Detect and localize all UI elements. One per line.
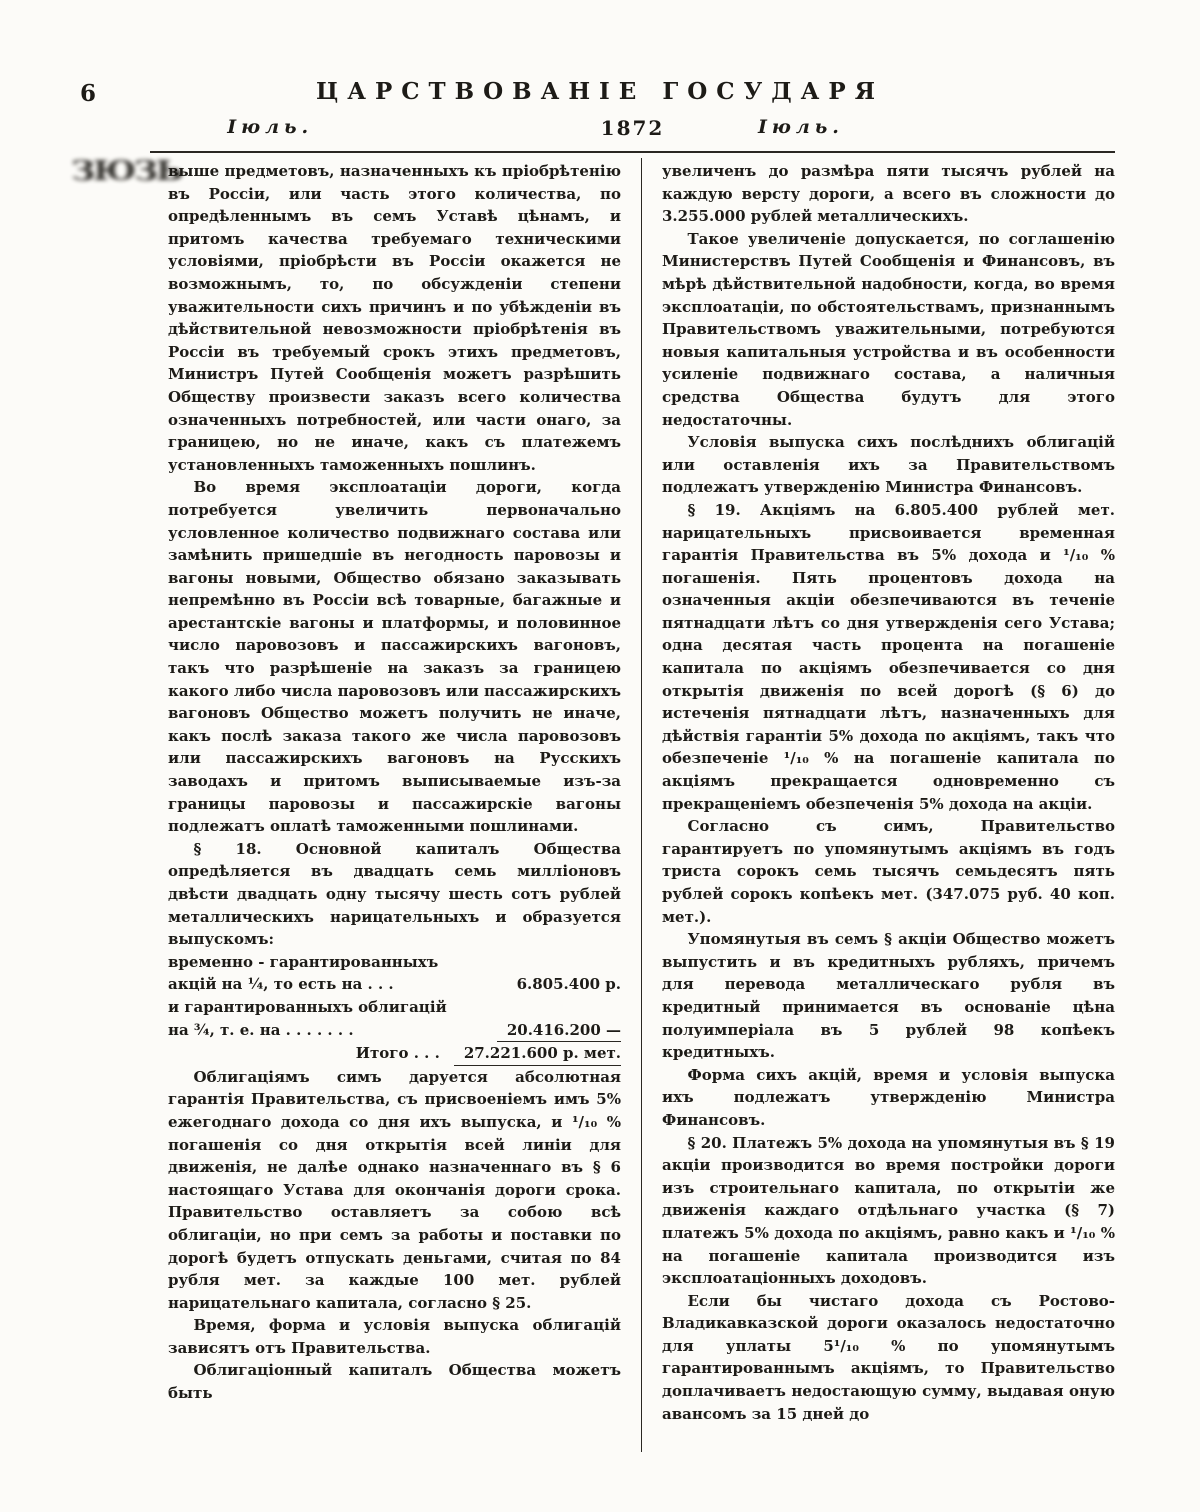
header-rule — [150, 151, 1115, 153]
paragraph: выше предметовъ, назначенныхъ къ пріобрѣтенію въ Россіи, или часть этого количества, по опредѣленнымъ въ семъ Уставѣ цѣнамъ, и притомъ качества требуемаго техническими условіями, пріобрѣсти въ Россіи окажется не возможнымъ, то, по обсужденіи степени уважительности сихъ причинъ и по убѣжденіи въ дѣйствительной невозможности пріобрѣтенія въ Россіи въ требуемый срокъ этихъ предметовъ, Министръ Путей Сообщенія можетъ разрѣшить Обществу произвести заказъ всего количества означенныхъ потребностей, или части онаго, за границею, но не иначе, какъ съ платежемъ установленныхъ таможенныхъ пошлинъ. — [168, 162, 621, 474]
paragraph: временно - гарантированныхъ — [168, 952, 439, 971]
paragraph: Время, форма и условія выпуска облигацій зависятъ отъ Правительства. — [168, 1316, 621, 1357]
header-year: 1872 — [600, 116, 665, 140]
header-month-left: Іюль. — [227, 116, 314, 138]
header-subline — [150, 116, 1115, 144]
paragraph: Облигаціонный капиталъ Общества можетъ быть — [168, 1361, 621, 1403]
paragraph: § 18. Основной капиталъ Общества опредѣляется въ двадцать семь милліоновъ двѣсти двадцать одну тысячу шесть сотъ рублей металлическихъ нарицательныхъ и образуется выпускомъ: — [168, 839, 621, 949]
amount-value: 6.805.400 р. — [516, 975, 621, 994]
page-number: 6 — [80, 80, 97, 107]
paragraph: Если бы чистаго дохода съ Ростово-Владикавказской дороги оказалось недостаточно для уплаты 5¹/₁₀ % по упомянутымъ гарантированнымъ акціямъ, то Правительство доплачиваетъ недостающую сумму, выдавая оную авансомъ за 15 дней до — [662, 1291, 1115, 1423]
right-column-text — [642, 158, 1115, 1452]
header-month-right: Іюль. — [757, 116, 844, 138]
paragraph: увеличенъ до размѣра пяти тысячъ рублей на каждую версту дороги, а всего въ сложности до 3.255.000 рублей металлическихъ. — [662, 162, 1115, 226]
ink-smudge-artifact: ЗЮЗЬ — [71, 156, 181, 187]
page-title: ЦАРСТВОВАНІЕ ГОСУДАРЯ — [316, 78, 884, 105]
paragraph: Условія выпуска сихъ послѣднихъ облигацій или оставленія ихъ за Правительствомъ подлежатъ утвержденію Министра Финансовъ. — [662, 433, 1115, 497]
paragraph: и гарантированныхъ облигацій — [168, 997, 447, 1016]
paragraph: Упомянутыя въ семъ § акціи Общество можетъ выпустить и въ кредитныхъ рубляхъ, причемъ для перевода металлическаго рубля въ кредитный принимается въ основаніе цѣна полуимперіала въ 5 рублей 98 копѣекъ кредитныхъ. — [662, 930, 1115, 1062]
amount-value: 20.416.200 — — [497, 1019, 621, 1043]
amount-row — [168, 1019, 621, 1043]
total-row — [168, 1042, 621, 1066]
left-column-text — [150, 158, 641, 1452]
paragraph: § 19. Акціямъ на 6.805.400 рублей мет. нарицательныхъ присвоивается временная гарантія Правительства въ 5% дохода и ¹/₁₀ % погашенія. Пять процентовъ дохода на означенныя акціи обезпечиваются въ теченіе пятнадцати лѣтъ со дня утвержденія сего Устава; одна десятая часть процента на погашеніе капитала по акціямъ обезпечивается со дня открытія движенія по всей дорогѣ (§ 6) до истеченія пятнадцати лѣтъ, назначенныхъ для дѣйствія гарантіи 5% дохода по акціямъ, такъ что обезпеченіе ¹/₁₀ % на погашеніе капитала по акціямъ прекращается одновременно съ прекращеніемъ обезпеченія 5% дохода на акціи. — [662, 500, 1115, 813]
amount-label: Итого . . . — [355, 1044, 440, 1063]
amount-label: акцій на ¼, то есть на . . . — [168, 975, 394, 994]
paragraph: § 20. Платежъ 5% дохода на упомянутыя въ § 19 акціи производится во время постройки дороги изъ строительнаго капитала, по открытіи же движенія каждаго отдѣльнаго участка (§ 7) платежъ 5% дохода по акціямъ, равно какъ и ¹/₁₀ % на погашеніе капитала производится изъ эксплоатаціонныхъ доходовъ. — [662, 1133, 1115, 1288]
paragraph: Такое увеличеніе допускается, по соглашенію Министерствъ Путей Сообщенія и Финансовъ, въ мѣрѣ дѣйствительной надобности, когда, во время эксплоатаціи, по обстоятельствамъ, признаннымъ Правительствомъ уважительными, потребуются новыя капитальныя устройства и въ особенности усиленіе подвижнаго состава, а наличныя средства Общества будутъ для этого недостаточны. — [662, 229, 1115, 429]
paragraph: Согласно съ симъ, Правительство гарантируетъ по упомянутымъ акціямъ въ годъ триста сорокъ семь тысячъ семьдесятъ пять рублей сорокъ копѣекъ мет. (347.075 руб. 40 коп. мет.). — [662, 817, 1115, 926]
amount-row — [168, 973, 621, 996]
text-columns — [150, 158, 1115, 1452]
paragraph: Форма сихъ акцій, время и условія выпуска ихъ подлежатъ утвержденію Министра Финансовъ. — [662, 1065, 1115, 1129]
amount-label: на ¾, т. е. на . . . . . . . — [168, 1020, 354, 1039]
paragraph: Во время эксплоатаціи дороги, когда потребуется увеличить первоначально условленное количество подвижнаго состава или замѣнить пришедшіе въ негодность паровозы и вагоны новыми, Общество обязано заказывать непремѣнно въ Россіи всѣ товарные, багажные и арестантскіе вагоны и платформы, и половинное число паровозовъ и пассажирскихъ вагоновъ, такъ что разрѣшеніе на заказъ за границею какого либо числа паровозовъ или пассажирскихъ вагоновъ Общество можетъ получить не иначе, какъ послѣ заказа такого же числа паровозовъ или пассажирскихъ вагоновъ на Русскихъ заводахъ и притомъ выписываемые изъ-за границы паровозы и пассажирскіе вагоны подлежатъ оплатѣ таможенными пошлинами. — [168, 478, 621, 836]
paragraph: Облигаціямъ симъ даруется абсолютная гарантія Правительства, съ присвоеніемъ имъ 5% ежегоднаго дохода со дня ихъ выпуска, и ¹/₁₀ % погашенія со дня открытія всей линіи для движенія, не далѣе однако назначеннаго въ § 6 настоящаго Устава для окончанія дороги срока. Правительство оставляетъ за собою всѣ облигаціи, но при семъ за работы и поставки по дорогѣ будетъ отпускать деньгами, считая по 84 рубля мет. за каждые 100 мет. рублей нарицательнаго капитала, согласно § 25. — [168, 1067, 621, 1312]
amount-value: 27.221.600 р. мет. — [454, 1042, 621, 1066]
